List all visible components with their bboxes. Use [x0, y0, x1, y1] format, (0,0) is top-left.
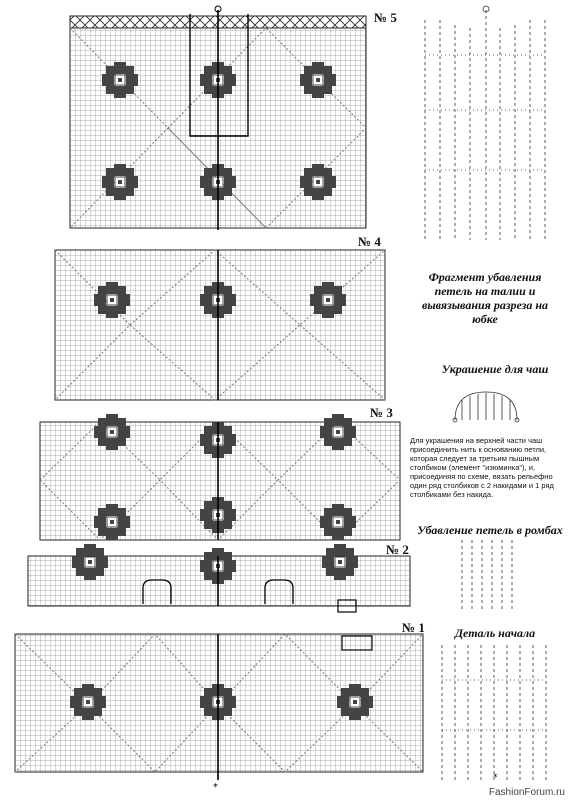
chart-5-grid — [70, 6, 366, 230]
chart-1-label: № 1 — [402, 620, 425, 635]
svg-text:*: * — [213, 782, 218, 793]
chart-5-label: № 5 — [374, 10, 397, 25]
waist-caption: Фрагмент убавления петель на талии и вывязывания разреза на юбке — [421, 270, 549, 326]
cups-caption: Украшение для чаш — [441, 362, 549, 376]
watermark: FashionForum.ru — [488, 787, 565, 798]
chart-4-label: № 4 — [358, 234, 381, 249]
chart-2-grid — [28, 544, 410, 612]
start-detail-diagram — [442, 645, 546, 783]
cups-decoration-diagram — [453, 392, 519, 422]
rhombus-caption: Убавление петель в ромбах — [417, 523, 563, 537]
chart-1-grid — [15, 634, 423, 793]
cups-note: Для украшения на верхней части чаш присоединить нить к основанию петли, которая следует за третьим пышным столбиком (элемент "изюминка"), и, присоединяя по схеме, вязать рельефно один ряд столбиков с 2 накидами и 1 ряд столбиками без накида. — [410, 436, 554, 499]
waist-decrease-fragment — [425, 6, 545, 240]
rhombus-decrease-diagram — [462, 540, 512, 610]
chart-3-label: № 3 — [370, 405, 393, 420]
chart-2-label: № 2 — [386, 542, 409, 557]
chart-4-grid — [55, 250, 385, 400]
start-caption: Деталь начала — [454, 626, 536, 640]
svg-text:*: * — [493, 773, 498, 783]
chart-3-grid — [40, 414, 400, 540]
